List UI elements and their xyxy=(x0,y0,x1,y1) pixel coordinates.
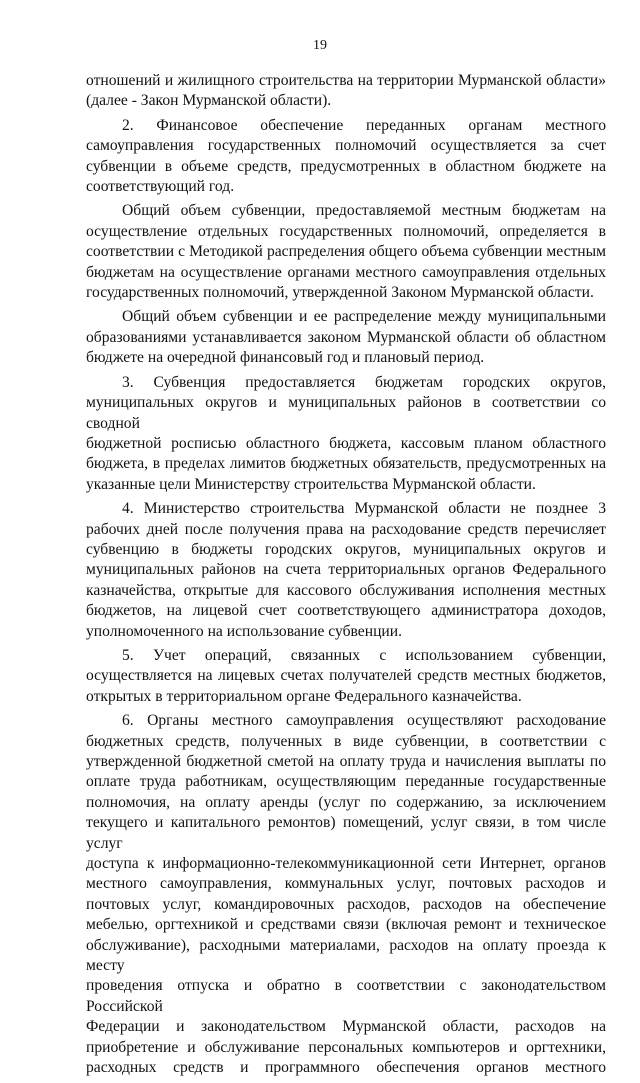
text-line: текущего и капитального ремонтов) помещений, услуг связи, в том числе услуг xyxy=(86,814,606,852)
text-line: мебелью, оргтехникой и средствами связи (включая ремонт и техническое xyxy=(86,916,606,934)
paragraph-total-subvention xyxy=(86,201,606,303)
text-line: бюджете на очередной финансовый год и плановый период. xyxy=(86,349,485,367)
document-body xyxy=(86,71,606,1083)
paragraph-3-provision xyxy=(86,373,606,495)
text-line: 5. Учет операций, связанных с использованием субвенции, xyxy=(122,646,606,664)
text-line: (далее - Закон Мурманской области). xyxy=(86,92,332,110)
text-line: 6. Органы местного самоуправления осуществляют расходование xyxy=(122,712,606,730)
text-line: осуществление отдельных государственных полномочий, определяется в xyxy=(86,222,606,240)
text-line: субвенцию в бюджеты городских округов, муниципальных округов и xyxy=(86,540,606,558)
text-line: муниципальных районов на счета территориальных органов Федерального xyxy=(86,561,606,579)
text-line: Федерации и законодательством Мурманской области, расходов на xyxy=(86,1018,606,1036)
text-line: рабочих дней после получения права на расходование средств перечисляет xyxy=(86,520,606,538)
paragraph-6-expenditure xyxy=(86,711,606,1078)
text-line: государственных полномочий, утвержденной Законом Мурманской области. xyxy=(86,284,594,302)
text-line: самоуправления государственных полномочий осуществляется за счет xyxy=(86,137,606,155)
text-line: осуществляется на лицевых счетах получателей средств местных бюджетов, xyxy=(86,667,606,685)
text-line: соответствии с Методикой распределения общего объема субвенции местным xyxy=(86,243,606,261)
text-line: обслуживание), расходными материалами, расходов на оплату проезда к месту xyxy=(86,936,606,975)
text-line: 4. Министерство строительства Мурманской области не позднее 3 xyxy=(122,500,606,518)
text-line: указанные цели Министерству строительства Мурманской области. xyxy=(86,475,536,493)
text-line: бюджета, в пределах лимитов бюджетных обязательств, предусмотренных на xyxy=(86,455,606,473)
text-line: оплате труда работникам, осуществляющим переданные государственные xyxy=(86,773,606,791)
text-line: расходных средств и программного обеспечения органов местного xyxy=(86,1059,606,1077)
text-line: местного самоуправления, коммунальных услуг, почтовых расходов и xyxy=(86,875,606,893)
text-line: образованиями устанавливается законом Мурманской области об областном xyxy=(86,328,606,346)
text-line: соответствующий год. xyxy=(86,178,235,196)
text-line: отношений и жилищного строительства на территории Мурманской области» xyxy=(86,72,606,89)
text-line: почтовых услуг, командировочных расходов, расходов на обеспечение xyxy=(86,895,606,913)
text-line: бюджетов, на лицевой счет соответствующего администратора доходов, xyxy=(86,602,606,620)
text-line: субвенции в объеме средств, предусмотренных в областном бюджете на xyxy=(86,157,606,175)
paragraph-subvention-distribution xyxy=(86,307,606,368)
text-line: 2. Финансовое обеспечение переданных органам местного xyxy=(122,116,606,134)
text-line: доступа к информационно-телекоммуникационной сети Интернет, органов xyxy=(86,855,606,873)
text-line: казначейства, открытые для кассового обслуживания исполнения местных xyxy=(86,581,606,599)
paragraph-continuation xyxy=(86,71,606,112)
paragraph-4-ministry-transfer xyxy=(86,499,606,642)
text-line: открытых в территориальном органе Федерального казначейства. xyxy=(86,687,522,705)
text-line: утвержденной бюджетной сметой на оплату труда и начисления выплаты по xyxy=(86,753,606,770)
text-line: муниципальных округов и муниципальных районов в соответствии со сводной xyxy=(86,394,606,432)
text-line: Общий объем субвенции и ее распределение между муниципальными xyxy=(122,308,606,326)
text-line: бюджетной росписью областного бюджета, кассовым планом областного xyxy=(86,434,606,452)
text-line: полномочия, на оплату аренды (услуг по содержанию, за исключением xyxy=(86,793,606,811)
paragraph-5-accounting xyxy=(86,646,606,707)
text-line: приобретение и обслуживание персональных компьютеров и оргтехники, xyxy=(86,1038,606,1056)
text-line: Общий объем субвенции, предоставляемой местным бюджетам на xyxy=(122,202,606,220)
text-line: бюджетных средств, полученных в виде субвенции, в соответствии с xyxy=(86,732,606,750)
text-line: уполномоченного на использование субвенции. xyxy=(86,622,403,640)
text-line: бюджетам на осуществление органами местного самоуправления отдельных xyxy=(86,263,606,281)
text-line: 3. Субвенция предоставляется бюджетам городских округов, xyxy=(122,373,606,391)
text-line: проведения отпуска и обратно в соответствии с законодательством Российской xyxy=(86,977,606,1015)
paragraph-2-financing xyxy=(86,116,606,198)
page-number: 19 xyxy=(313,38,327,53)
